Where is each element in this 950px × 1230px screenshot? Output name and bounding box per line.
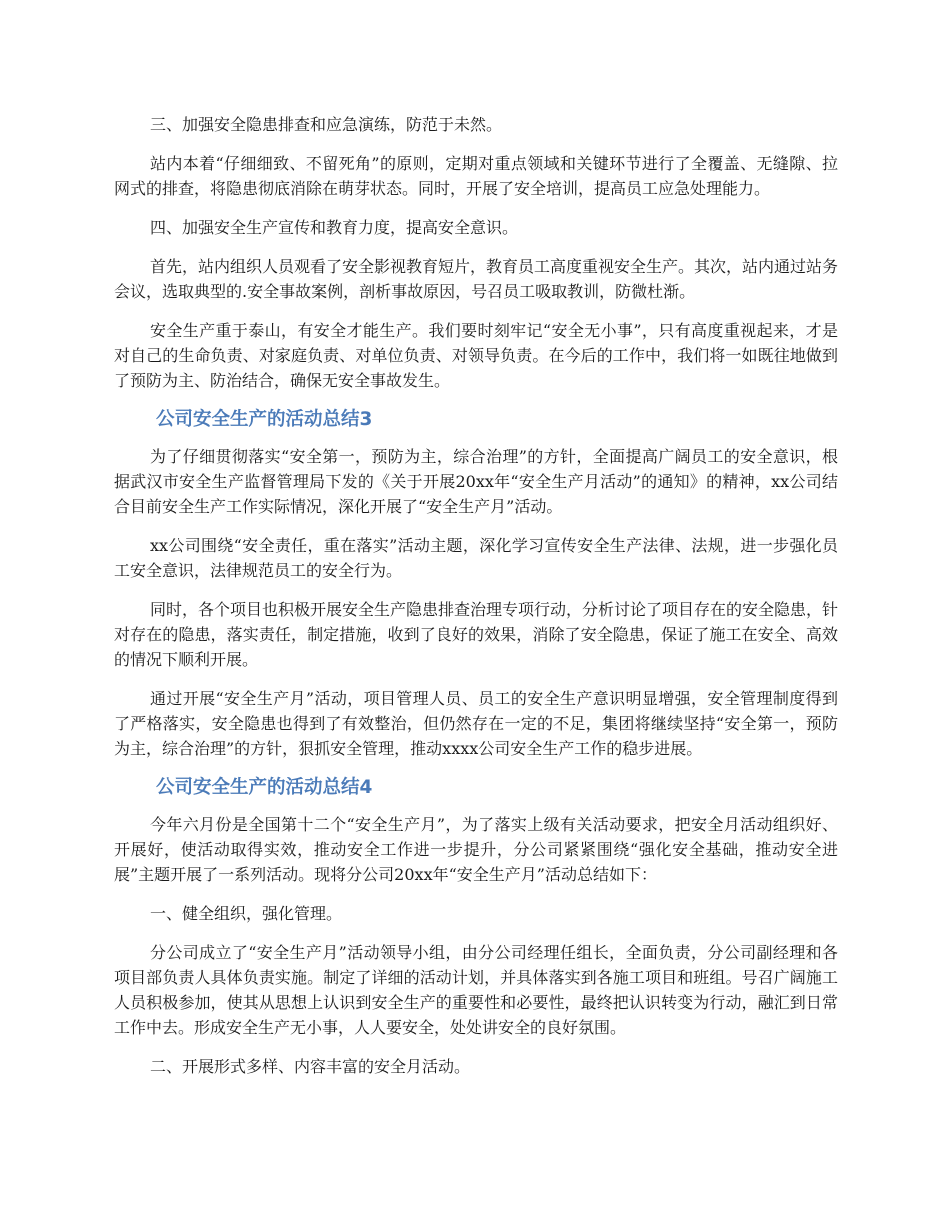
paragraph: 站内本着“仔细细致、不留死角”的原则，定期对重点领域和关键环节进行了全覆盖、无缝隙、拉网式的排查，将隐患彻底消除在萌芽状态。同时，开展了安全培训，提高员工应急处理能力。 bbox=[114, 154, 838, 198]
section-heading: 公司安全生产的活动总结3 bbox=[156, 409, 373, 430]
paragraph: 首先，站内组织人员观看了安全影视教育短片，教育员工高度重视安全生产。其次，站内通过站务会议，选取典型的.安全事故案例，剖析事故原因，号召员工吸取教训，防微杜渐。 bbox=[114, 257, 839, 301]
paragraph: 分公司成立了“安全生产月”活动领导小组，由分公司经理任组长，全面负责，分公司副经理和各项目部负责人具体负责实施。制定了详细的活动计划，并具体落实到各施工项目和班组。号召广阔施工人员积极参加，使其从思想上认识到安全生产的重要性和必要性，最终把认识转变为行动，融汇到日常工作中去。形成安全生产无小事，人人要安全，处处讲安全的良好氛围。 bbox=[114, 943, 838, 1037]
document-body bbox=[114, 112, 838, 1093]
paragraph: 今年六月份是全国第十二个“安全生产月”，为了落实上级有关活动要求，把安全月活动组织好、开展好，使活动取得实效，推动安全工作进一步提升，分公司紧紧围绕“强化安全基础，推动安全进展”主题开展了一系列活动。现将分公司20xx年“安全生产月”活动总结如下： bbox=[114, 815, 838, 884]
paragraph: 为了仔细贯彻落实“安全第一，预防为主，综合治理”的方针，全面提高广阔员工的安全意识，根据武汉市安全生产监督管理局下发的《关于开展20xx年“安全生产月活动”的通知》的精神，xx公司结合目前安全生产工作实际情况，深化开展了“安全生产月”活动。 bbox=[114, 447, 838, 516]
paragraph: xx公司围绕“安全责任，重在落实”活动主题，深化学习宣传安全生产法律、法规，进一步强化员工安全意识，法律规范员工的安全行为。 bbox=[114, 536, 838, 580]
paragraph: 同时，各个项目也积极开展安全生产隐患排查治理专项行动，分析讨论了项目存在的安全隐患，针对存在的隐患，落实责任，制定措施，收到了良好的效果，消除了安全隐患，保证了施工在安全、高效的情况下顺利开展。 bbox=[114, 600, 839, 669]
paragraph: 二、开展形式多样、内容丰富的安全月活动。 bbox=[150, 1057, 471, 1076]
paragraph: 安全生产重于泰山，有安全才能生产。我们要时刻牢记“安全无小事”，只有高度重视起来，才是对自己的生命负责、对家庭负责、对单位负责、对领导负责。在今后的工作中，我们将一如既往地做到了预防为主、防治结合，确保无安全事故发生。 bbox=[114, 321, 838, 390]
paragraph: 三、加强安全隐患排查和应急演练，防范于未然。 bbox=[150, 115, 503, 134]
paragraph: 四、加强安全生产宣传和教育力度，提高安全意识。 bbox=[150, 218, 519, 237]
section-heading: 公司安全生产的活动总结4 bbox=[156, 777, 373, 798]
paragraph: 通过开展“安全生产月”活动，项目管理人员、员工的安全生产意识明显增强，安全管理制度得到了严格落实，安全隐患也得到了有效整治，但仍然存在一定的不足，集团将继续坚持“安全第一，预防为主，综合治理”的方针，狠抓安全管理，推动xxxx公司安全生产工作的稳步进展。 bbox=[114, 689, 838, 758]
paragraph: 一、健全组织，强化管理。 bbox=[150, 904, 343, 923]
